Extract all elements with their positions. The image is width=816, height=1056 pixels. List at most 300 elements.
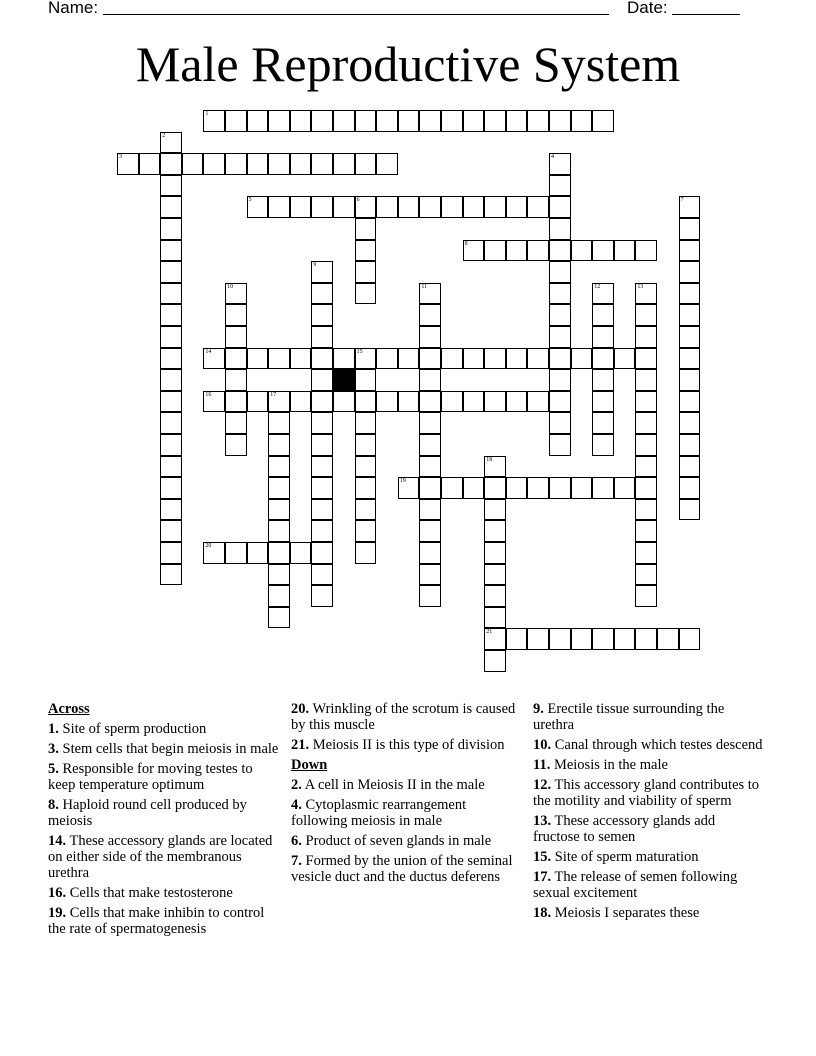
clue-number: 19.: [48, 905, 67, 921]
crossword-cell[interactable]: [311, 391, 333, 413]
crossword-cell[interactable]: [160, 304, 182, 326]
crossword-cell[interactable]: [679, 240, 701, 262]
crossword-cell[interactable]: [614, 240, 636, 262]
clue-text: Site of sperm maturation: [551, 849, 699, 865]
crossword-cell[interactable]: [333, 196, 355, 218]
crossword-cell[interactable]: [527, 391, 549, 413]
crossword-cell[interactable]: [225, 348, 247, 370]
crossword-cell[interactable]: [311, 153, 333, 175]
crossword-cell[interactable]: [549, 391, 571, 413]
crossword-cell[interactable]: [635, 456, 657, 478]
crossword-cell[interactable]: [635, 628, 657, 650]
crossword-cell[interactable]: [203, 110, 225, 132]
crossword-cell[interactable]: [419, 520, 441, 542]
crossword-cell[interactable]: [355, 477, 377, 499]
clue-number: 5.: [48, 761, 59, 777]
clue-text: Cytoplasmic rearrangement following meiosis in male: [291, 797, 467, 829]
crossword-cell[interactable]: [268, 499, 290, 521]
crossword-cell[interactable]: [225, 110, 247, 132]
crossword-cell[interactable]: [592, 304, 614, 326]
crossword-cell[interactable]: [549, 628, 571, 650]
down-clue: [533, 757, 765, 773]
crossword-cell[interactable]: [592, 434, 614, 456]
clue-text: Haploid round cell produced by meiosis: [48, 797, 247, 829]
crossword-cell[interactable]: [247, 153, 269, 175]
crossword-cell[interactable]: [311, 499, 333, 521]
crossword-cell[interactable]: [635, 477, 657, 499]
crossword-cell[interactable]: [311, 110, 333, 132]
clue-number: 13: [637, 283, 644, 290]
crossword-cell[interactable]: [592, 391, 614, 413]
crossword-cell[interactable]: [549, 240, 571, 262]
across-clue: [48, 761, 280, 793]
clue-text: Meiosis II is this type of division: [309, 737, 505, 753]
crossword-cell[interactable]: [311, 434, 333, 456]
crossword-cell[interactable]: [333, 110, 355, 132]
crossword-cell[interactable]: [268, 196, 290, 218]
crossword-cell[interactable]: [679, 304, 701, 326]
crossword-cell[interactable]: [614, 477, 636, 499]
crossword-cell[interactable]: [657, 628, 679, 650]
clue-number: 3.: [48, 741, 59, 757]
crossword-cell[interactable]: [635, 542, 657, 564]
clue-number: 21: [486, 629, 493, 636]
crossword-cell[interactable]: [614, 348, 636, 370]
crossword-cell[interactable]: [355, 542, 377, 564]
crossword-cell[interactable]: [679, 477, 701, 499]
crossword-cell[interactable]: [290, 153, 312, 175]
clue-number: 11: [421, 283, 428, 290]
crossword-cell[interactable]: [679, 283, 701, 305]
clue-number: 12.: [533, 777, 552, 793]
crossword-cell[interactable]: [203, 348, 225, 370]
crossword-cell[interactable]: [592, 628, 614, 650]
crossword-cell[interactable]: [160, 261, 182, 283]
crossword-cell[interactable]: [311, 564, 333, 586]
crossword-cell[interactable]: [506, 196, 528, 218]
clue-text: The release of semen following sexual excitement: [533, 869, 738, 901]
crossword-cell[interactable]: [571, 477, 593, 499]
crossword-cell[interactable]: [679, 391, 701, 413]
crossword-cell[interactable]: [160, 175, 182, 197]
crossword-cell[interactable]: [635, 391, 657, 413]
crossword-cell[interactable]: [441, 348, 463, 370]
crossword-cell[interactable]: [160, 391, 182, 413]
crossword-cell[interactable]: [225, 542, 247, 564]
crossword-cell[interactable]: [160, 326, 182, 348]
crossword-black-cell: [333, 369, 355, 391]
across-clue: [48, 721, 280, 737]
crossword-cell[interactable]: [484, 110, 506, 132]
crossword-cell[interactable]: [484, 348, 506, 370]
crossword-cell[interactable]: [160, 412, 182, 434]
crossword-cell[interactable]: [225, 434, 247, 456]
clue-text: Site of sperm production: [58, 721, 207, 737]
crossword-cell[interactable]: [592, 369, 614, 391]
crossword-cell[interactable]: [463, 196, 485, 218]
crossword-cell[interactable]: [463, 240, 485, 262]
crossword-cell[interactable]: [419, 369, 441, 391]
crossword-cell[interactable]: [160, 542, 182, 564]
crossword-cell[interactable]: [355, 369, 377, 391]
crossword-cell[interactable]: [225, 391, 247, 413]
crossword-cell[interactable]: [290, 348, 312, 370]
crossword-cell[interactable]: [484, 650, 506, 672]
crossword-cell[interactable]: [160, 456, 182, 478]
crossword-cell[interactable]: [549, 369, 571, 391]
crossword-cell[interactable]: [571, 240, 593, 262]
crossword-cell[interactable]: [527, 196, 549, 218]
clue-text: Product of seven glands in male: [301, 833, 492, 849]
crossword-cell[interactable]: [225, 412, 247, 434]
crossword-cell[interactable]: [592, 477, 614, 499]
crossword-cell[interactable]: [441, 477, 463, 499]
crossword-cell[interactable]: [225, 326, 247, 348]
crossword-cell[interactable]: [635, 520, 657, 542]
across-clue: [291, 737, 523, 753]
clue-number: 13.: [533, 813, 552, 829]
crossword-cell[interactable]: [376, 153, 398, 175]
clue-number: 1.: [48, 721, 59, 737]
crossword-cell[interactable]: [506, 110, 528, 132]
crossword-cell[interactable]: [592, 326, 614, 348]
crossword-cell[interactable]: [268, 434, 290, 456]
clue-column-2: [291, 701, 523, 889]
crossword-cell[interactable]: [160, 369, 182, 391]
crossword-cell[interactable]: [268, 585, 290, 607]
crossword-cell[interactable]: [484, 585, 506, 607]
crossword-cell[interactable]: [182, 153, 204, 175]
crossword-cell[interactable]: [355, 240, 377, 262]
crossword-cell[interactable]: [247, 391, 269, 413]
crossword-cell[interactable]: [290, 542, 312, 564]
crossword-cell[interactable]: [549, 477, 571, 499]
crossword-cell[interactable]: [506, 391, 528, 413]
crossword-cell[interactable]: [527, 628, 549, 650]
crossword-cell[interactable]: [311, 304, 333, 326]
crossword-cell[interactable]: [549, 218, 571, 240]
crossword-cell[interactable]: [484, 499, 506, 521]
crossword-cell[interactable]: [679, 369, 701, 391]
crossword-cell[interactable]: [441, 391, 463, 413]
crossword-cell[interactable]: [376, 348, 398, 370]
crossword-cell[interactable]: [592, 348, 614, 370]
crossword-cell[interactable]: [484, 196, 506, 218]
crossword-cell[interactable]: [635, 564, 657, 586]
crossword-cell[interactable]: [635, 240, 657, 262]
crossword-cell[interactable]: [679, 499, 701, 521]
crossword-cell[interactable]: [268, 391, 290, 413]
crossword-cell[interactable]: [311, 283, 333, 305]
crossword-cell[interactable]: [160, 434, 182, 456]
crossword-cell[interactable]: [355, 218, 377, 240]
page-title: Male Reproductive System: [135, 36, 681, 92]
crossword-cell[interactable]: [419, 348, 441, 370]
crossword-cell[interactable]: [268, 520, 290, 542]
crossword-cell[interactable]: [311, 456, 333, 478]
across-clue: [48, 885, 280, 901]
crossword-cell[interactable]: [679, 261, 701, 283]
crossword-cell[interactable]: [419, 412, 441, 434]
crossword-cell[interactable]: [311, 520, 333, 542]
crossword-cell[interactable]: [355, 412, 377, 434]
crossword-cell[interactable]: [484, 564, 506, 586]
crossword-cell[interactable]: [203, 153, 225, 175]
crossword-cell[interactable]: [679, 434, 701, 456]
crossword-cell[interactable]: [247, 542, 269, 564]
crossword-cell[interactable]: [355, 348, 377, 370]
crossword-cell[interactable]: [355, 261, 377, 283]
crossword-cell[interactable]: [268, 542, 290, 564]
crossword-cell[interactable]: [160, 520, 182, 542]
crossword-cell[interactable]: [398, 391, 420, 413]
crossword-cell[interactable]: [463, 348, 485, 370]
crossword-cell[interactable]: [679, 628, 701, 650]
crossword-cell[interactable]: [225, 283, 247, 305]
crossword-cell[interactable]: [333, 348, 355, 370]
crossword-cell[interactable]: [355, 434, 377, 456]
clue-number: 8.: [48, 797, 59, 813]
clue-number: 10.: [533, 737, 552, 753]
crossword-cell[interactable]: [419, 499, 441, 521]
across-clue: [291, 701, 523, 733]
crossword-cell[interactable]: [571, 110, 593, 132]
crossword-cell[interactable]: [679, 196, 701, 218]
crossword-cell[interactable]: [160, 153, 182, 175]
name-label: Name:: [48, 0, 99, 17]
crossword-cell[interactable]: [268, 110, 290, 132]
crossword-cell[interactable]: [506, 477, 528, 499]
crossword-cell[interactable]: [592, 240, 614, 262]
crossword-cell[interactable]: [484, 240, 506, 262]
crossword-cell[interactable]: [160, 348, 182, 370]
crossword-cell[interactable]: [506, 628, 528, 650]
crossword-cell[interactable]: [311, 542, 333, 564]
crossword-cell[interactable]: [419, 326, 441, 348]
crossword-cell[interactable]: [527, 240, 549, 262]
crossword-cell[interactable]: [139, 153, 161, 175]
crossword-cell[interactable]: [333, 391, 355, 413]
crossword-cell[interactable]: [679, 326, 701, 348]
crossword-cell[interactable]: [484, 628, 506, 650]
crossword-cell[interactable]: [333, 153, 355, 175]
crossword-cell[interactable]: [419, 456, 441, 478]
crossword-cell[interactable]: [376, 391, 398, 413]
crossword-cell[interactable]: [290, 391, 312, 413]
clue-text: Erectile tissue surrounding the urethra: [533, 701, 725, 733]
crossword-cell[interactable]: [311, 369, 333, 391]
crossword-cell[interactable]: [549, 110, 571, 132]
crossword-cell[interactable]: [355, 499, 377, 521]
clue-number: 2.: [291, 777, 302, 793]
crossword-cell[interactable]: [549, 304, 571, 326]
crossword-cell[interactable]: [225, 153, 247, 175]
crossword-cell[interactable]: [679, 218, 701, 240]
crossword-cell[interactable]: [290, 196, 312, 218]
crossword-cell[interactable]: [635, 326, 657, 348]
clue-text: This accessory gland contributes to the motility and viability of sperm: [533, 777, 760, 809]
clue-text: Stem cells that begin meiosis in male: [58, 741, 279, 757]
clue-number: 16.: [48, 885, 67, 901]
crossword-cell[interactable]: [160, 132, 182, 154]
down-clue: [291, 797, 523, 829]
crossword-cell[interactable]: [376, 196, 398, 218]
crossword-cell[interactable]: [225, 369, 247, 391]
crossword-cell[interactable]: [679, 456, 701, 478]
crossword-cell[interactable]: [311, 326, 333, 348]
crossword-cell[interactable]: [419, 477, 441, 499]
crossword-cell[interactable]: [635, 348, 657, 370]
crossword-cell[interactable]: [527, 348, 549, 370]
crossword-cell[interactable]: [160, 499, 182, 521]
crossword-cell[interactable]: [549, 175, 571, 197]
crossword-cell[interactable]: [268, 477, 290, 499]
crossword-cell[interactable]: [635, 283, 657, 305]
crossword-cell[interactable]: [527, 110, 549, 132]
crossword-cell[interactable]: [463, 477, 485, 499]
crossword-cell[interactable]: [571, 628, 593, 650]
crossword-cell[interactable]: [203, 391, 225, 413]
crossword-cell[interactable]: [549, 261, 571, 283]
crossword-cell[interactable]: [635, 304, 657, 326]
clue-number: 16: [205, 391, 212, 398]
crossword-cell[interactable]: [463, 110, 485, 132]
crossword-cell[interactable]: [355, 196, 377, 218]
crossword-cell[interactable]: [571, 348, 593, 370]
crossword-cell[interactable]: [635, 412, 657, 434]
clue-text: A cell in Meiosis II in the male: [301, 777, 485, 793]
crossword-cell[interactable]: [268, 564, 290, 586]
crossword-cell[interactable]: [311, 477, 333, 499]
crossword-cell[interactable]: [268, 607, 290, 629]
crossword-cell[interactable]: [355, 520, 377, 542]
crossword-cell[interactable]: [398, 110, 420, 132]
crossword-cell[interactable]: [268, 456, 290, 478]
down-clue: [533, 777, 765, 809]
crossword-cell[interactable]: [117, 153, 139, 175]
crossword-cell[interactable]: [225, 304, 247, 326]
clue-number: 11.: [533, 757, 551, 773]
clue-number: 20: [205, 543, 212, 549]
crossword-cell[interactable]: [484, 456, 506, 478]
crossword-cell[interactable]: [398, 196, 420, 218]
down-clue: [533, 813, 765, 845]
crossword-cell[interactable]: [679, 348, 701, 370]
crossword-cell[interactable]: [441, 110, 463, 132]
crossword-cell[interactable]: [549, 196, 571, 218]
date-label: Date:: [627, 0, 668, 17]
crossword-cell[interactable]: [635, 434, 657, 456]
crossword-cell[interactable]: [247, 348, 269, 370]
crossword-cell[interactable]: [247, 196, 269, 218]
clue-heading: Down: [291, 757, 328, 773]
crossword-cell[interactable]: [311, 412, 333, 434]
crossword-cell[interactable]: [311, 348, 333, 370]
crossword-cell[interactable]: [527, 477, 549, 499]
crossword-cell[interactable]: [592, 110, 614, 132]
crossword-cell[interactable]: [506, 348, 528, 370]
crossword-cell[interactable]: [290, 110, 312, 132]
crossword-cell[interactable]: [484, 391, 506, 413]
crossword-cell[interactable]: [614, 628, 636, 650]
clue-text: Canal through which testes descend: [551, 737, 763, 753]
crossword-cell[interactable]: [592, 412, 614, 434]
crossword-cell[interactable]: [506, 240, 528, 262]
crossword-cell[interactable]: [268, 412, 290, 434]
crossword-cell[interactable]: [635, 369, 657, 391]
crossword-cell[interactable]: [376, 110, 398, 132]
crossword-cell[interactable]: [549, 412, 571, 434]
crossword-cell[interactable]: [355, 391, 377, 413]
crossword-cell[interactable]: [419, 434, 441, 456]
crossword-cell[interactable]: [355, 283, 377, 305]
crossword-cell[interactable]: [549, 153, 571, 175]
crossword-cell[interactable]: [398, 477, 420, 499]
clue-number: 15: [356, 348, 363, 355]
crossword-cell[interactable]: [549, 348, 571, 370]
crossword-cell[interactable]: [419, 585, 441, 607]
clue-number: 6: [356, 197, 360, 204]
clue-column-3: [533, 701, 765, 925]
crossword-cell[interactable]: [419, 283, 441, 305]
crossword-cell[interactable]: [419, 564, 441, 586]
crossword-cell[interactable]: [311, 261, 333, 283]
crossword-cell[interactable]: [441, 196, 463, 218]
crossword-cell[interactable]: [592, 283, 614, 305]
crossword-cell[interactable]: [419, 304, 441, 326]
crossword-cell[interactable]: [679, 412, 701, 434]
crossword-cell[interactable]: [355, 153, 377, 175]
crossword-cell[interactable]: [484, 607, 506, 629]
crossword-cell[interactable]: [268, 348, 290, 370]
crossword-cell[interactable]: [160, 283, 182, 305]
crossword-cell[interactable]: [419, 196, 441, 218]
clue-text: Meiosis in the male: [550, 757, 668, 773]
clue-text: Wrinkling of the scrotum is caused by this muscle: [291, 701, 516, 733]
crossword-cell[interactable]: [160, 564, 182, 586]
crossword-cell[interactable]: [355, 456, 377, 478]
across-clue: [48, 797, 280, 829]
crossword-cell[interactable]: [549, 434, 571, 456]
crossword-cell[interactable]: [484, 542, 506, 564]
clue-number: 7.: [291, 853, 302, 869]
crossword-cell[interactable]: [549, 326, 571, 348]
clue-number: 7: [680, 197, 684, 204]
crossword-cell[interactable]: [160, 477, 182, 499]
crossword-cell[interactable]: [160, 196, 182, 218]
crossword-cell[interactable]: [398, 348, 420, 370]
crossword-cell[interactable]: [484, 477, 506, 499]
crossword-cell[interactable]: [635, 499, 657, 521]
crossword-cell[interactable]: [419, 542, 441, 564]
crossword-cell[interactable]: [203, 542, 225, 564]
crossword-cell[interactable]: [355, 110, 377, 132]
crossword-cell[interactable]: [247, 110, 269, 132]
crossword-cell[interactable]: [484, 520, 506, 542]
crossword-cell[interactable]: [311, 196, 333, 218]
crossword-cell[interactable]: [160, 240, 182, 262]
crossword-cell[interactable]: [268, 153, 290, 175]
crossword-cell[interactable]: [549, 283, 571, 305]
crossword-cell[interactable]: [160, 218, 182, 240]
crossword-cell[interactable]: [463, 391, 485, 413]
crossword-cell[interactable]: [311, 585, 333, 607]
crossword-cell[interactable]: [419, 391, 441, 413]
clue-number: 12: [594, 283, 601, 290]
crossword-cell[interactable]: [635, 585, 657, 607]
crossword-cell[interactable]: [419, 110, 441, 132]
clue-number: 17.: [533, 869, 552, 885]
